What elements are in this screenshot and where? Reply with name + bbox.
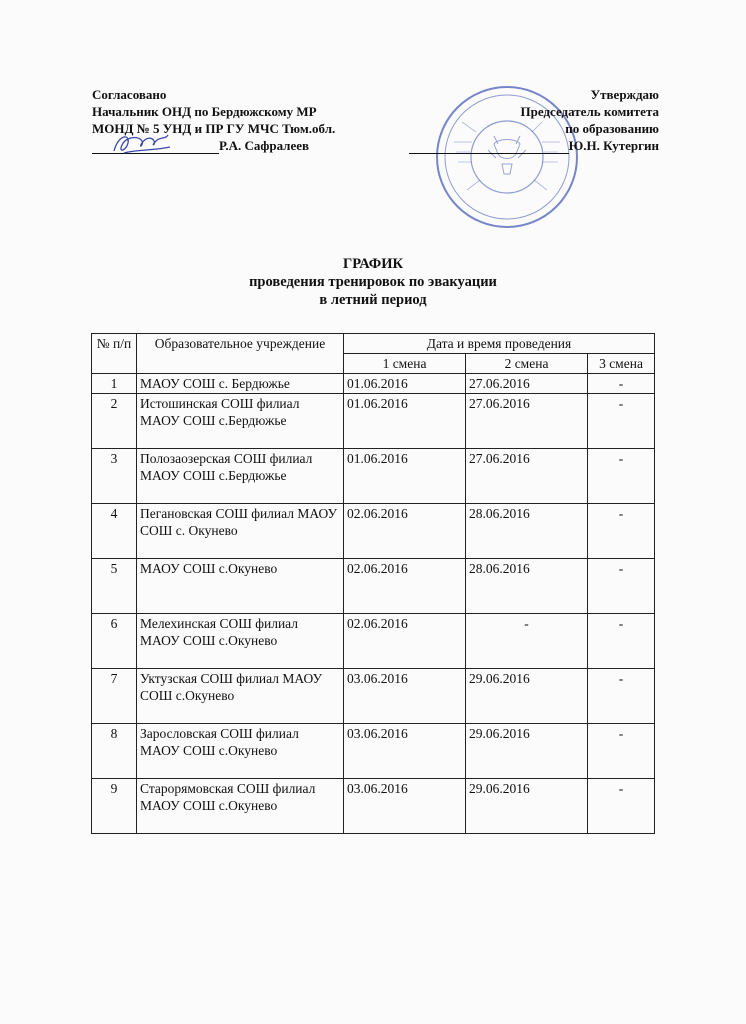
title-line1: ГРАФИК: [342, 256, 404, 272]
row-number: 4: [92, 504, 137, 559]
shift2-date: 28.06.2016: [466, 559, 588, 614]
approval-left-line2: МОНД № 5 УНД и ПР ГУ МЧС Тюм.обл.: [92, 121, 336, 136]
shift1-date: 03.06.2016: [344, 779, 466, 834]
header-shift2: 2 смена: [466, 354, 588, 374]
signature-image: [108, 127, 178, 161]
school-name: Зарословская СОШ филиал МАОУ СОШ с.Окунево: [137, 724, 344, 779]
row-number: 9: [92, 779, 137, 834]
shift3-date: -: [588, 559, 655, 614]
shift1-date: 02.06.2016: [344, 559, 466, 614]
header-shift3: 3 смена: [588, 354, 655, 374]
approval-right: [409, 86, 659, 154]
table-row: [92, 614, 655, 669]
shift1-date: 01.06.2016: [344, 374, 466, 394]
shift2-date: 27.06.2016: [466, 374, 588, 394]
school-name: Истошинская СОШ филиал МАОУ СОШ с.Бердюжье: [137, 394, 344, 449]
signature-underline: [409, 139, 569, 154]
table-row: [92, 724, 655, 779]
shift2-date: -: [466, 614, 588, 669]
shift3-date: -: [588, 614, 655, 669]
approval-right-line1: Председатель комитета: [520, 104, 659, 119]
approval-left-heading: Согласовано: [92, 87, 167, 102]
shift3-date: -: [588, 449, 655, 504]
row-number: 7: [92, 669, 137, 724]
shift1-date: 03.06.2016: [344, 669, 466, 724]
approval-left-line1: Начальник ОНД по Бердюжскому МР: [92, 104, 317, 119]
table-row: [92, 779, 655, 834]
approval-right-signer: Ю.Н. Кутергин: [568, 138, 659, 153]
approval-left-signer: Р.А. Сафралеев: [219, 138, 310, 153]
document-title: [0, 255, 746, 309]
header-school: Образовательное учреждение: [137, 334, 344, 374]
school-name: МАОУ СОШ с. Бердюжье: [137, 374, 344, 394]
table-row: [92, 449, 655, 504]
header-date-group: Дата и время проведения: [344, 334, 655, 354]
shift3-date: -: [588, 504, 655, 559]
shift3-date: -: [588, 724, 655, 779]
evacuation-schedule-table: [91, 333, 655, 834]
row-number: 3: [92, 449, 137, 504]
row-number: 2: [92, 394, 137, 449]
table-row: [92, 504, 655, 559]
shift1-date: 02.06.2016: [344, 614, 466, 669]
table-row: [92, 394, 655, 449]
table-row: [92, 374, 655, 394]
shift2-date: 28.06.2016: [466, 504, 588, 559]
row-number: 8: [92, 724, 137, 779]
shift1-date: 03.06.2016: [344, 724, 466, 779]
shift2-date: 27.06.2016: [466, 394, 588, 449]
row-number: 5: [92, 559, 137, 614]
school-name: Мелехинская СОШ филиал МАОУ СОШ с.Окунево: [137, 614, 344, 669]
header-shift1: 1 смена: [344, 354, 466, 374]
header-num: № п/п: [92, 334, 137, 374]
shift1-date: 01.06.2016: [344, 394, 466, 449]
approval-right-line2: по образованию: [565, 121, 659, 136]
school-name: Пегановская СОШ филиал МАОУ СОШ с. Окунево: [137, 504, 344, 559]
shift2-date: 29.06.2016: [466, 779, 588, 834]
shift3-date: -: [588, 779, 655, 834]
title-line2: проведения тренировок по эвакуации: [249, 274, 497, 290]
school-name: МАОУ СОШ с.Окунево: [137, 559, 344, 614]
shift2-date: 27.06.2016: [466, 449, 588, 504]
shift1-date: 02.06.2016: [344, 504, 466, 559]
table-row: [92, 559, 655, 614]
school-name: Полозаозерская СОШ филиал МАОУ СОШ с.Бердюжье: [137, 449, 344, 504]
shift3-date: -: [588, 394, 655, 449]
school-name: Уктузская СОШ филиал МАОУ СОШ с.Окунево: [137, 669, 344, 724]
table-row: [92, 669, 655, 724]
shift2-date: 29.06.2016: [466, 724, 588, 779]
school-name: Старорямовская СОШ филиал МАОУ СОШ с.Окунево: [137, 779, 344, 834]
row-number: 6: [92, 614, 137, 669]
approval-right-signature-line: [409, 137, 659, 154]
title-line3: в летний период: [319, 292, 427, 308]
shift1-date: 01.06.2016: [344, 449, 466, 504]
approval-right-heading: Утверждаю: [590, 87, 659, 102]
row-number: 1: [92, 374, 137, 394]
shift3-date: -: [588, 669, 655, 724]
shift3-date: -: [588, 374, 655, 394]
shift2-date: 29.06.2016: [466, 669, 588, 724]
